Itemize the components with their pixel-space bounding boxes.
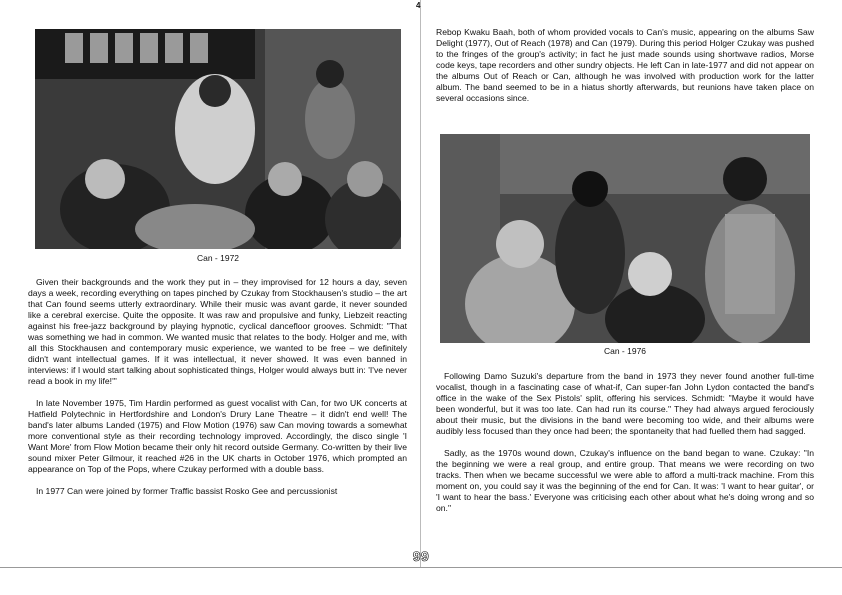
paragraph: Given their backgrounds and the work they put in – they improvised for 12 hours a day, seven days a week, recording everything on tapes pinched by Czukay from Stockhausen's studio – the art that Can found seems utterly extraordinary. While their music was avant garde, it never sounded like a cerebral exercise. Quite the opposite. It was raw and propulsive and funky, Liebzeit reacting against his free-jazz background by playing hypnotic, cyclical dancefloor grooves. Schmidt: "That was something we had in common. We wanted music that relates to the body. Holger and me, with all this Stockhausen and contemporary music experience, we wanted to be free – we definitely didn't want intellectual games. If it was intellectual, it never showed. It was even banned in interviews: if I would start talking about sophisticated things, Holger would always butt in: 'I've never read a book in my life!'": [28, 277, 407, 386]
top-page-number: 4: [416, 1, 421, 10]
paragraph: Following Damo Suzuki's departure from the band in 1973 they never found another full-time vocalist, though in a fascinating case of what-if, Can super-fan John Lydon contacted the band's office in the wake of the Sex Pistols' split, offering his services. Schmidt: "Maybe it would have been wonderful, but it was too late. Can had run its course." They had always argued ferociously about their music, but the divisions in the band were becoming too wide, and their albums were audibly less focused than they once had been; the spontaneity that had fuelled them had sagged.: [436, 371, 814, 436]
book-spine: [420, 0, 421, 567]
left-body-text: [28, 277, 407, 497]
photo-caption-1976: Can - 1976: [603, 346, 647, 356]
photo-caption-1972: Can - 1972: [196, 253, 240, 263]
page-number: 99: [412, 548, 430, 564]
paragraph: In late November 1975, Tim Hardin performed as guest vocalist with Can, for two UK concerts at Hatfield Polytechnic in Hertfordshire and London's Drury Lane Theatre – it didn't end well! The band's later albums Landed (1975) and Flow Motion (1976) saw Can moving towards a somewhat more conventional style as their recording technology improved. Accordingly, the disco single 'I Want More' from Flow Motion became their only hit record outside Germany. Co-written by their live sound mixer Peter Gilmour, it reached #26 in the UK charts in October 1976, which prompted an appearance on Top of the Pops, where Czukay performed with a double bass.: [28, 398, 407, 474]
paragraph: Sadly, as the 1970s wound down, Czukay's influence on the band began to wane. Czukay: "In the beginning we were a real group, and entire group. That means we were recording on two tracks. Then when we became successful we were able to afford a multi-track machine. From this moment on, you could say it was the beginning of the end for Can. It was: 'I want to hear guitar', or 'I want to hear the bass.' Everyone was criticising each other about what he's doing wrong and so on.": [436, 448, 814, 513]
right-body-text-top: [436, 27, 814, 104]
page-bottom-edge: [0, 567, 842, 568]
paragraph: Rebop Kwaku Baah, both of whom provided vocals to Can's music, appearing on the albums Saw Delight (1977), Out of Reach (1978) and Can (1979). During this period Holger Czukay was pushed to the fringes of the group's activity; in fact he just made sounds using shortwave radios, Morse code keys, tape recorders and other sundry objects. He left Can in late-1977 and did not appear on the albums Out of Reach or Can, although he was involved with production work for the latter album. The band seemed to be in a hiatus shortly afterwards, but reunions have taken place on several occasions since.: [436, 27, 814, 103]
band-photo-1972: [35, 29, 401, 249]
paragraph: In 1977 Can were joined by former Traffic bassist Rosko Gee and percussionist: [36, 486, 338, 496]
right-body-text-bottom: [436, 371, 814, 514]
band-photo-1976: [440, 134, 810, 343]
